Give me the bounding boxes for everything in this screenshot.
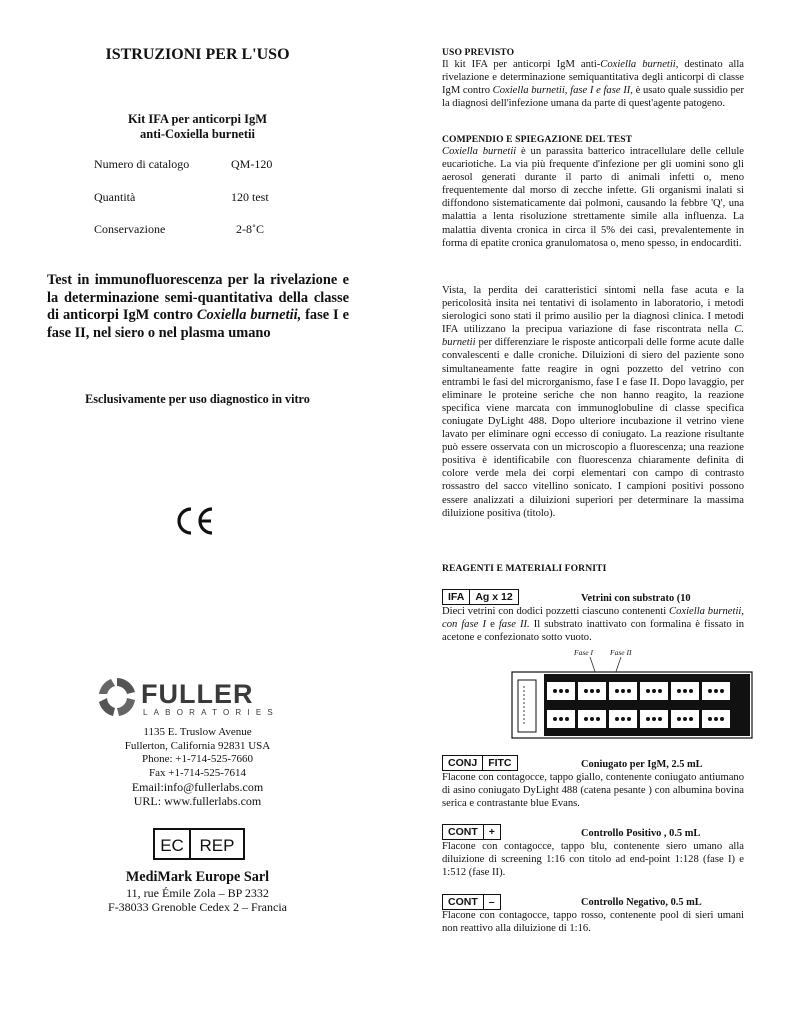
headline-organism: Coxiella burnetii, xyxy=(196,307,302,323)
slide-diagram xyxy=(510,646,760,747)
kit-title xyxy=(40,112,355,142)
address-line: Phone: +1-714-525-7660 xyxy=(142,753,253,766)
svg-text:REP: REP xyxy=(199,836,235,855)
logo-name: FULLER xyxy=(141,679,254,709)
catalog-number-label: Numero di catalogo xyxy=(94,157,190,171)
kit-title-line1: Kit IFA per anticorpi IgM xyxy=(127,112,268,126)
fuller-address xyxy=(40,726,355,808)
ce-mark-icon xyxy=(176,506,216,541)
conjugate-text: Flacone con contagocce, tappo giallo, contenente coniugato antiumano di asino coniugato DyLight 488 (catena pesante ) con albumina bovina serica e contrastante blue Evans. xyxy=(442,772,744,810)
logo-subtitle: LABORATORIES xyxy=(143,708,279,717)
headline-part1: Test in immunofluorescenza per la rivelazione e la determinazione semi-quantitativa della classe di anticorpi IgM contro xyxy=(47,272,349,323)
reagents-heading: REAGENTI E MATERIALI FORNITI xyxy=(442,563,607,574)
headline-part2: fase I e fase II, nel siero o nel plasma umano xyxy=(47,307,349,341)
website-text: URL: www.fullerlabs.com xyxy=(133,793,262,808)
fuller-logo-mark-icon xyxy=(99,678,135,716)
ec-rep-icon xyxy=(153,828,245,865)
negative-control-text: Flacone con contagocce, tappo rosso, contenente pool di sieri umani non reattivo alla diluizione di 1:16. xyxy=(442,910,744,935)
catalog-number-value: QM-120 xyxy=(231,157,273,171)
summary-paragraph-2: Vista, la perdita dei caratteristici sintomi nella fase acuta e la pericolosità insita nei tentativi di isolamento in laboratorio, i metodi sierologici sono stati il primo ausilio per la diagnosi clinica. I metodi IFA utilizzano la precipua variazione di fase riscontrata nella C. burnetii per differenziare le risposte anticorpali delle forme acute dalle convalescenti e dalle croniche. Diluizioni di siero del paziente sono simultaneamente fatte reagire in ogni pozzetto del vetrino con entrambi le fasi del microrganismo, fase I e fase II. Dopo lavaggio, per eliminare le proteine seriche che non hanno reagito, la reazione specifica viene marcata con immunoglobuline di classe specifica coniugate DyLight 488. Dopo ulteriore incubazione il vetrino viene lavato per eliminare ogni eccesso di coniugato. La reazione risultante può essere osservata con un microscopio a fluorescenza; una reazione positiva è identificabile con fluorescenza chiaramente definita di colore verde mela dei corpi elementari con campo di contrasto rossastro del sacco vitellino sonicato. I campioni positivi possono essere analizzati a diluizioni superiori per determinare la massima diluizione positiva (titolo). xyxy=(442,285,744,519)
kit-title-line2: anti-Coxiella burnetii xyxy=(140,127,255,141)
fuller-logo xyxy=(97,676,297,723)
cont-negative-label-icon: CONT – xyxy=(442,892,501,910)
conjugate-title: Coniugato per IgM, 2.5 mL xyxy=(581,759,703,770)
in-vitro-notice: Esclusivamente per uso diagnostico in vitro xyxy=(85,392,310,406)
address-line: Fullerton, California 92831 USA xyxy=(124,739,271,752)
test-description-headline xyxy=(47,272,349,342)
medimark-address-line1: 11, rue Émile Zola – BP 2332 xyxy=(126,886,269,900)
slides-text: Dieci vetrini con dodici pozzetti ciascuno contenenti Coxiella burnetii, con fase I e fase II. Il substrato inattivato con formalina è fissato in acetone e confezionato sotto vuoto. xyxy=(442,606,745,644)
intended-use-text: Il kit IFA per anticorpi IgM anti-Coxiella burnetii, destinato alla rivelazione e determinazione semiquantitativa degli anticorpi di classe IgM contro Coxiella burnetii, fase I e fase II, è usato quale sussidio per la diagnosi dell'infezione umana da parte di quest'agente patogeno. xyxy=(442,59,745,110)
storage-value: 2-8˚C xyxy=(236,222,264,236)
intended-use-heading: USO PREVISTO xyxy=(442,47,515,58)
positive-control-title: Controllo Positivo , 0.5 mL xyxy=(581,828,701,839)
summary-paragraph-1: Coxiella burnetii è un parassita batterico intracellulare delle cellule eucariotiche. La via più frequente d'infezione per gli uomini sono gli aerosol generati durante il parto di animali infetti o, meno frequentemente dal morso di zecche infette. Gli organismi inalati si diffondono sistematicamente dai polmoni, causando la febbre 'Q', una malattia a lenta risoluzione strettamente simile alla influenza. La malattia diventa cronica in circa il 5% dei casi, prevalentemente in forma di epatite cronica granulomatosa o, meno spesso, in endocarditi. xyxy=(442,146,744,249)
address-line: 1135 E. Truslow Avenue xyxy=(143,726,252,738)
cont-positive-label-icon: CONT + xyxy=(442,822,501,840)
conj-fitc-label-icon: CONJ FITC xyxy=(442,753,518,771)
medimark-address xyxy=(40,886,355,914)
positive-control-text: Flacone con contagocce, tappo blu, contenente siero umano alla diluizione di screening 1:16 con titolo ad end-point 1:128 (fase I) e 1:512 (fase II). xyxy=(442,841,744,879)
quantity-label: Quantità xyxy=(94,190,136,204)
storage-label: Conservazione xyxy=(94,222,166,236)
ifa-ag-label-icon: IFA Ag x 12 xyxy=(442,587,519,605)
slides-title: Vetrini con substrato (10 xyxy=(581,593,691,604)
email-text: Email:info@fullerlabs.com xyxy=(131,779,264,794)
medimark-name: MediMark Europe Sarl xyxy=(125,869,270,885)
summary-heading: COMPENDIO E SPIEGAZIONE DEL TEST xyxy=(442,134,633,145)
medimark-address-line2: F-38033 Grenoble Cedex 2 – Francia xyxy=(108,900,287,914)
quantity-value: 120 test xyxy=(231,190,269,204)
negative-control-title: Controllo Negativo, 0.5 mL xyxy=(581,897,702,908)
svg-text:Fase I: Fase I xyxy=(574,648,593,657)
address-line: Fax +1-714-525-7614 xyxy=(149,767,246,780)
page-title: ISTRUZIONI PER L'USO xyxy=(105,46,290,63)
svg-text:Fase II: Fase II xyxy=(610,648,632,657)
svg-text:EC: EC xyxy=(160,836,184,855)
